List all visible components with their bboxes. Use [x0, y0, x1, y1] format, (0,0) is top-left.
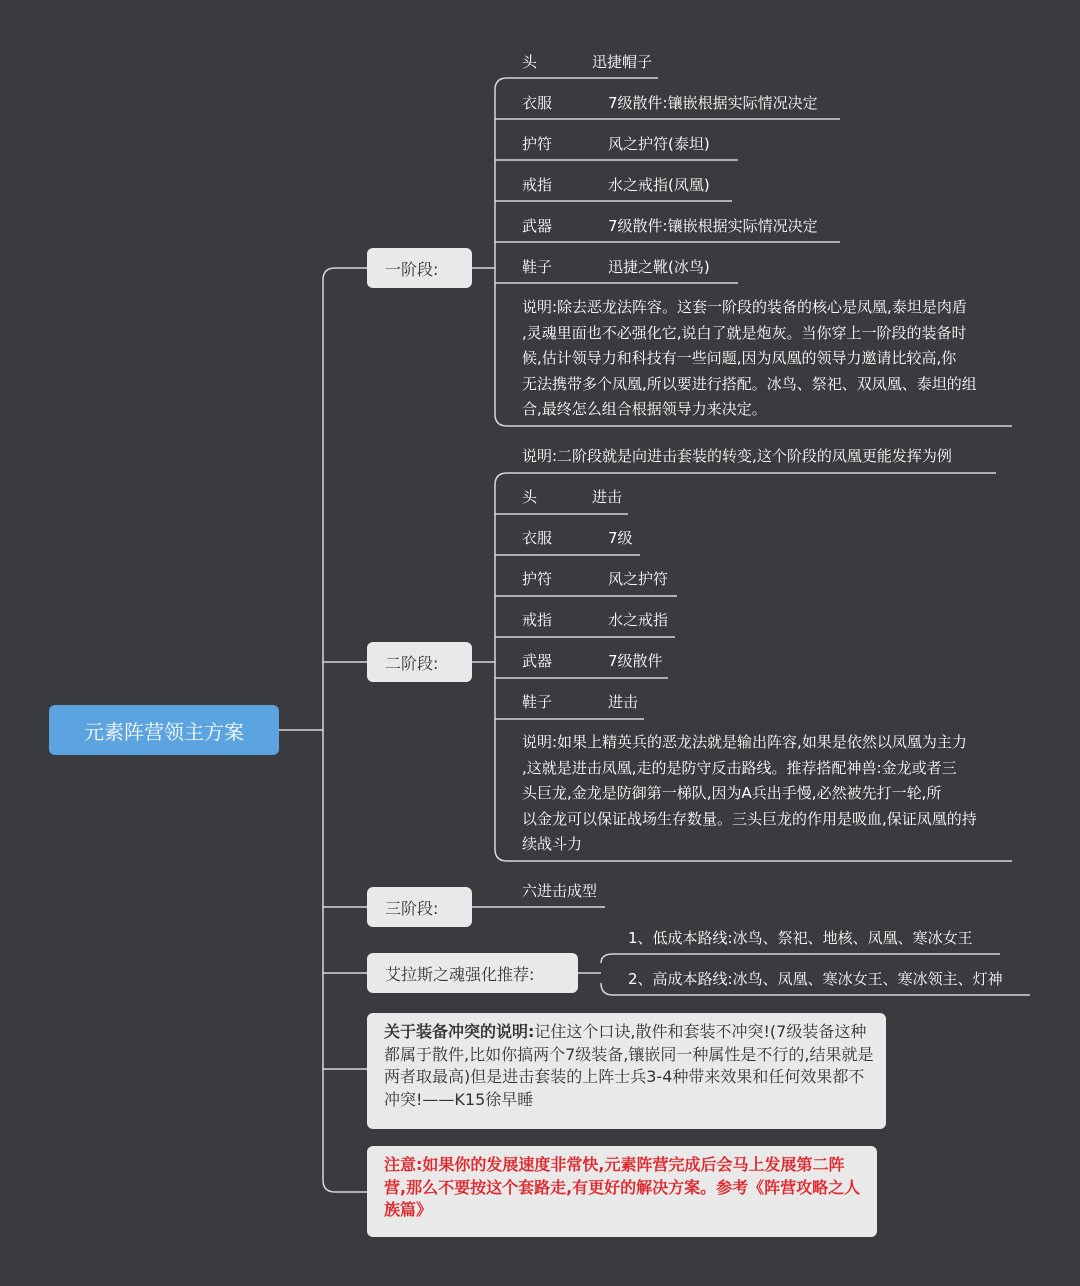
- stage-1-item-weapon: [522, 215, 818, 237]
- stage-1-item-clothes: [522, 92, 818, 114]
- stage-2-item-weapon: [522, 650, 663, 672]
- notice-note[interactable]: [367, 1146, 877, 1237]
- item-value: 7级散件:镶嵌根据实际情况决定: [608, 94, 818, 112]
- item-value: 迅捷帽子: [592, 53, 653, 71]
- conflict-note[interactable]: [367, 1013, 886, 1129]
- stage-1-description: 说明:除去恶龙法阵容。这套一阶段的装备的核心是凤凰,泰坦是肉盾 ,灵魂里面也不必强化它,说白了就是炮灰。当你穿上一阶段的装备时 候,估计领导力和科技有一些问题,因为凤凰的领导力邀请比较高,你 无法携带多个凤凰,所以要进行搭配。冰鸟、祭祀、双凤凰、泰坦的组 合,最终怎么组合根据领导力来决定。: [522, 298, 977, 418]
- item-key: 头: [522, 53, 538, 71]
- stage-2-item-amulet: [522, 568, 668, 590]
- stage-2-item-clothes: [522, 527, 633, 549]
- item-key: 戒指: [522, 611, 553, 629]
- stage-3-item: 六进击成型: [522, 882, 598, 900]
- stage-2-node[interactable]: 二阶段:: [367, 642, 472, 682]
- stage-1-item-ring: [522, 174, 710, 196]
- item-key: 衣服: [522, 94, 553, 112]
- item-value: 风之护符(泰坦): [608, 135, 710, 153]
- stage-1-node[interactable]: 一阶段:: [367, 248, 472, 288]
- item-key: 衣服: [522, 529, 553, 547]
- item-key: 武器: [522, 217, 553, 235]
- item-key: 护符: [522, 570, 553, 588]
- stage-1-item-amulet: [522, 133, 710, 155]
- item-key: 戒指: [522, 176, 553, 194]
- item-value: 7级散件: [608, 652, 663, 670]
- item-key: 头: [522, 488, 538, 506]
- stage-2-item-head: [522, 486, 622, 508]
- root-node[interactable]: 元素阵营领主方案: [49, 705, 279, 755]
- item-value: 风之护符: [608, 570, 669, 588]
- stage-2-item-ring: [522, 609, 668, 631]
- stage-3-node[interactable]: 三阶段:: [367, 887, 472, 927]
- item-value: 水之戒指: [608, 611, 669, 629]
- soul-node[interactable]: 艾拉斯之魂强化推荐:: [367, 953, 578, 993]
- stage-2-intro: 说明:二阶段就是向进击套装的转变,这个阶段的凤凰更能发挥为例: [522, 447, 952, 465]
- stage-2-description: 说明:如果上精英兵的恶龙法就是输出阵容,如果是依然以凤凰为主力 ,这就是进击凤凰,走的是防守反击路线。推荐搭配神兽:金龙或者三 头巨龙,金龙是防御第一梯队,因为A兵出手慢,必然被先打一轮,所 以金龙可以保证战场生存数量。三头巨龙的作用是吸血,保证凤凰的持 续战斗力: [522, 733, 977, 853]
- item-value: 水之戒指(凤凰): [608, 176, 710, 194]
- item-key: 鞋子: [522, 693, 553, 711]
- item-value: 7级: [608, 529, 633, 547]
- item-key: 鞋子: [522, 258, 553, 276]
- soul-route-high: 2、高成本路线:冰鸟、凤凰、寒冰女王、寒冰领主、灯神: [628, 970, 1003, 988]
- notice-text: 注意:如果你的发展速度非常快,元素阵营完成后会马上发展第二阵营,那么不要按这个套路走,有更好的解决方案。参考《阵营攻略之人族篇》: [384, 1155, 861, 1219]
- stage-2-item-shoes: [522, 691, 638, 713]
- conflict-title: 关于装备冲突的说明:: [384, 1022, 535, 1041]
- item-key: 护符: [522, 135, 553, 153]
- stage-1-item-shoes: [522, 256, 710, 278]
- soul-route-low: 1、低成本路线:冰鸟、祭祀、地核、凤凰、寒冰女王: [628, 929, 973, 947]
- item-key: 武器: [522, 652, 553, 670]
- item-value: 进击: [592, 488, 623, 506]
- stage-1-item-head: [522, 51, 652, 73]
- conflict-text: 记住这个口诀,散件和套装不冲突!(7级装备这种都属于散件,比如你搞两个7级装备,镶嵌同一种属性是不行的,结果就是两者取最高)但是进击套装的上阵士兵3-4种带来效果和任何效果都不冲突!——K15徐早睡: [384, 1022, 874, 1109]
- item-value: 迅捷之靴(冰鸟): [608, 258, 710, 276]
- item-value: 进击: [608, 693, 639, 711]
- item-value: 7级散件:镶嵌根据实际情况决定: [608, 217, 818, 235]
